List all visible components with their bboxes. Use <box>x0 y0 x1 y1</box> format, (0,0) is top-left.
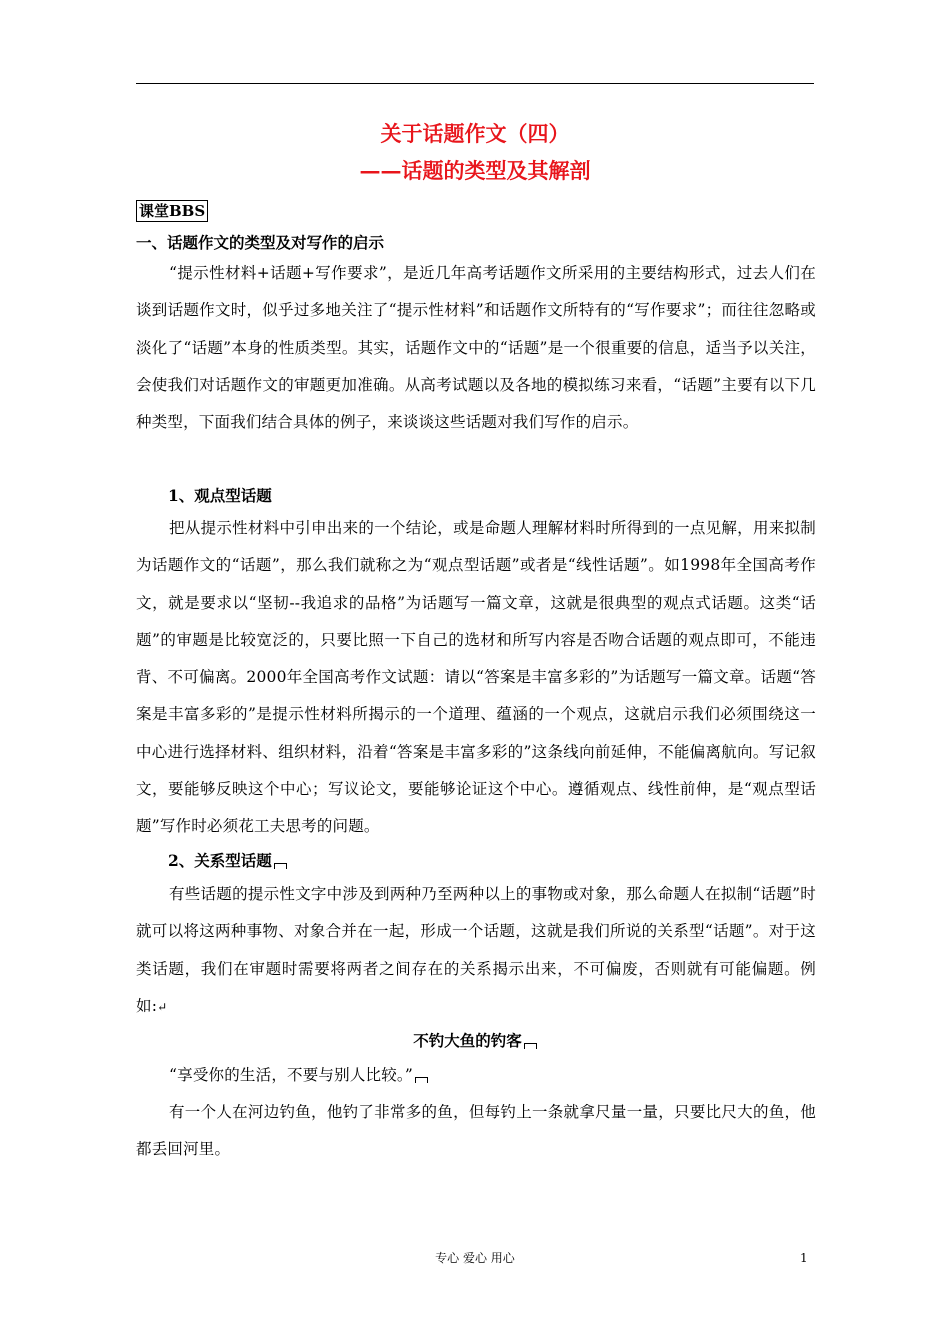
section-tag: 课堂BBS <box>136 200 208 222</box>
header-rule <box>136 83 814 84</box>
relation-paragraph-text: 有些话题的提示性文字中涉及到两种乃至两种以上的事物或对象，那么命题人在拟制“话题”时就可以将这两种事物、对象合并在一起，形成一个话题，这就是我们所说的关系型“话题”。对于这类话题，我们在审题时需要将两者之间存在的关系揭示出来，不可偏废，否则就有可能偏题。例如: <box>136 885 816 1015</box>
line-break-mark-icon: ↵ <box>157 999 168 1014</box>
subheading-relation-text: 2、关系型话题 <box>168 851 272 870</box>
subheading-relation-topic <box>168 850 287 872</box>
paragraph-mark-icon <box>274 863 287 869</box>
story-title-text: 不钓大鱼的钓客 <box>413 1031 522 1050</box>
document-title: 关于话题作文（四） <box>380 121 570 146</box>
story-quote <box>136 1057 816 1094</box>
section-heading: 一、话题作文的类型及对写作的启示 <box>136 233 385 252</box>
intro-paragraph: “提示性材料+话题+写作要求”，是近几年高考话题作文所采用的主要结构形式，过去人们在谈到话题作文时，似乎过多地关注了“提示性材料”和话题作文所特有的“写作要求”；而往往忽略或淡化了“话题”本身的性质类型。其实，话题作文中的“话题”是一个很重要的信息，适当予以关注，会使我们对话题作文的审题更加准确。从高考试题以及各地的模拟练习来看，“话题”主要有以下几种类型，下面我们结合具体的例子，来谈谈这些话题对我们写作的启示。 <box>136 264 816 432</box>
story-paragraph: 有一个人在河边钓鱼，他钓了非常多的鱼，但每钓上一条就拿尺量一量，只要比尺大的鱼，他都丢回河里。 <box>136 1103 816 1159</box>
paragraph-mark-icon <box>415 1077 428 1083</box>
subheading-viewpoint-topic: 1、观点型话题 <box>168 486 272 505</box>
relation-paragraph <box>136 876 816 1026</box>
story-quote-text: “享受你的生活，不要与别人比较。” <box>169 1066 413 1084</box>
page-footer: 专心 爱心 用心 <box>435 1251 515 1265</box>
story-title <box>136 1030 814 1052</box>
page-number: 1 <box>800 1251 808 1265</box>
viewpoint-paragraph: 把从提示性材料中引申出来的一个结论，或是命题人理解材料时所得到的一点见解，用来拟制为话题作文的“话题”，那么我们就称之为“观点型话题”或者是“线性话题”。如1998年全国高考作文，就是要求以“坚韧--我追求的品格”为话题写一篇文章，这就是很典型的观点式话题。这类“话题”的审题是比较宽泛的，只要比照一下自己的选材和所写内容是否吻合话题的观点即可，不能违背、不可偏离。2000年全国高考作文试题：请以“答案是丰富多彩的”为话题写一篇文章。话题“答案是丰富多彩的”是提示性材料所揭示的一个道理、蕴涵的一个观点，这就启示我们必须围绕这一中心进行选择材料、组织材料，沿着“答案是丰富多彩的”这条线向前延伸，不能偏离航向。写记叙文，要能够反映这个中心；写议论文，要能够论证这个中心。遵循观点、线性前伸，是“观点型话题”写作时必须花工夫思考的问题。 <box>136 519 816 836</box>
document-subtitle: ——话题的类型及其解剖 <box>359 158 591 183</box>
paragraph-mark-icon <box>524 1043 537 1049</box>
